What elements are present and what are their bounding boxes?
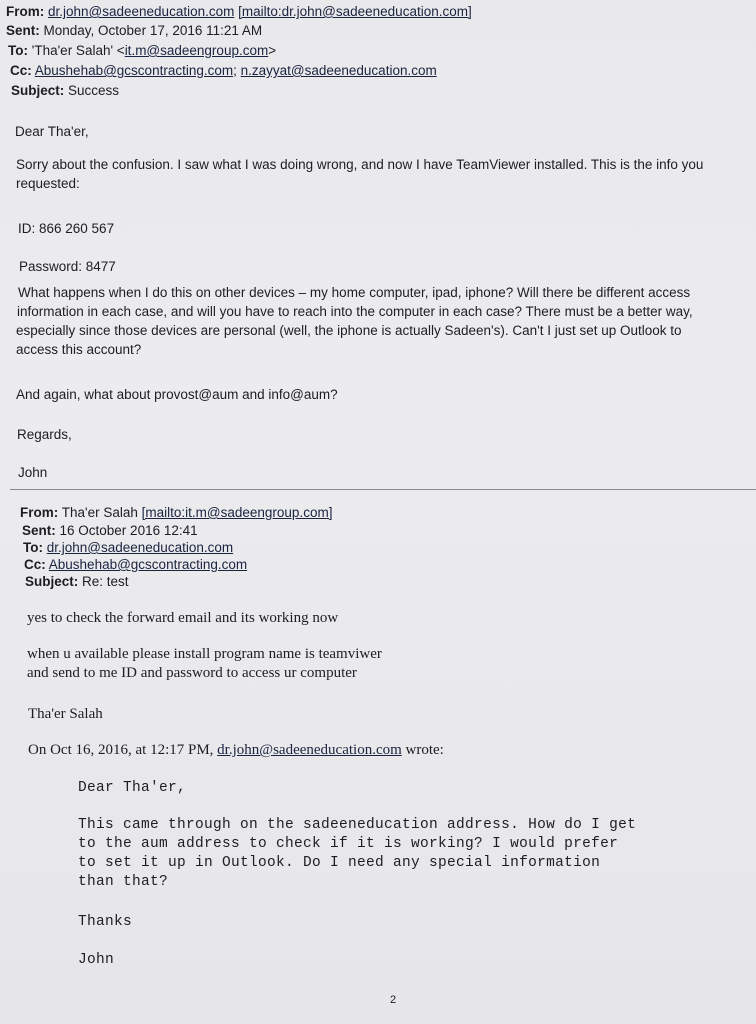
body1-p1-line1: Sorry about the confusion. I saw what I was doing wrong, and now I have TeamViewer installed. This is the info you: [16, 157, 704, 172]
header1-sent-label: Sent:: [6, 23, 40, 38]
header1-cc-email-1[interactable]: Abushehab@gcscontracting.com: [34, 63, 234, 78]
quoted-line4: than that?: [78, 874, 169, 890]
header2-from-label: From:: [20, 505, 59, 520]
header1-cc-label: Cc:: [10, 63, 32, 78]
header2-to-email[interactable]: dr.john@sadeeneducation.com: [46, 540, 234, 555]
header1-from-email[interactable]: dr.john@sadeeneducation.com: [48, 4, 235, 19]
quoted-greeting: Dear Tha'er,: [78, 780, 187, 796]
header2-to-label: To:: [23, 540, 43, 555]
body1-p2-line1: What happens when I do this on other devices – my home computer, ipad, iphone? Will there be different access: [18, 285, 691, 300]
header1-from-label: From:: [6, 4, 45, 19]
header1-cc-separator: ;: [233, 63, 237, 78]
quoted-line1: This came through on the sadeeneducation address. How do I get: [78, 817, 637, 833]
header1-to-label: To:: [8, 43, 28, 58]
header2-to-row: [23, 540, 233, 555]
header1-to-name: 'Tha'er Salah' <: [31, 43, 125, 58]
header1-to-row: [8, 43, 276, 58]
body1-p1-line2: requested:: [16, 176, 80, 191]
body1-signature: John: [18, 465, 48, 480]
header2-subject-row: [25, 574, 129, 589]
header2-sent-label: Sent:: [22, 523, 56, 538]
body2-line3: and send to me ID and password to access ur computer: [27, 665, 357, 681]
body1-regards: Regards,: [17, 427, 72, 442]
quoted-line2: to the aum address to check if it is working? I would prefer: [78, 836, 619, 852]
header1-subject-value: Success: [68, 83, 120, 98]
header1-sent-row: [6, 23, 262, 38]
quoted-line3: to set it up in Outlook. Do I need any special information: [78, 855, 601, 871]
header1-cc-email-2[interactable]: n.zayyat@sadeeneducation.com: [240, 63, 437, 78]
header1-to-email[interactable]: it.m@sadeengroup.com: [124, 43, 269, 58]
header1-subject-label: Subject:: [11, 83, 65, 98]
body1-p3: And again, what about provost@aum and info@aum?: [16, 387, 338, 402]
header2-subject-value: Re: test: [82, 574, 129, 589]
header2-cc-label: Cc:: [24, 557, 46, 572]
header2-from-row: [20, 505, 332, 520]
body2-line1: yes to check the forward email and its working now: [27, 610, 339, 626]
header1-subject-row: [11, 83, 119, 98]
header2-from-mailto[interactable]: [mailto:it.m@sadeengroup.com]: [141, 505, 333, 520]
body2-line2: when u available please install program name is teamviwer: [27, 646, 382, 662]
quote-intro-pre: On Oct 16, 2016, at 12:17 PM,: [28, 742, 214, 758]
header2-from-name: Tha'er Salah: [61, 505, 138, 520]
header1-sent-value: Monday, October 17, 2016 11:21 AM: [43, 23, 263, 38]
header2-subject-label: Subject:: [25, 574, 79, 589]
body1-password-line: Password: 8477: [19, 259, 116, 274]
body1-p2-line4: access this account?: [16, 342, 142, 357]
header1-from-row: [6, 4, 472, 19]
body1-p2-line3: especially since those devices are personal (well, the iphone is actually Sadeen's). Can't I just set up Outlook to: [16, 323, 682, 338]
message-divider: [10, 489, 756, 490]
page-number: 2: [390, 994, 397, 1006]
header1-to-close: >: [268, 43, 277, 58]
body2-signature: Tha'er Salah: [28, 706, 103, 722]
header2-sent-row: [22, 523, 198, 538]
header2-sent-value: 16 October 2016 12:41: [59, 523, 198, 538]
quoted-signature: John: [78, 952, 115, 968]
quoted-thanks: Thanks: [78, 914, 133, 930]
body1-p2-line2: information in each case, and will you have to reach into the computer in each case? There must be a better way,: [17, 304, 693, 319]
body1-greeting: Dear Tha'er,: [15, 124, 89, 139]
quote-intro-email[interactable]: dr.john@sadeeneducation.com: [217, 742, 402, 758]
header1-cc-row: [10, 63, 437, 78]
quote-intro-row: [28, 742, 444, 759]
header1-from-mailto[interactable]: [mailto:dr.john@sadeeneducation.com]: [238, 4, 472, 19]
header2-cc-row: [24, 557, 247, 572]
quote-intro-post: wrote:: [405, 742, 444, 758]
body1-id-line: ID: 866 260 567: [18, 221, 115, 236]
header2-cc-email[interactable]: Abushehab@gcscontracting.com: [48, 557, 248, 572]
